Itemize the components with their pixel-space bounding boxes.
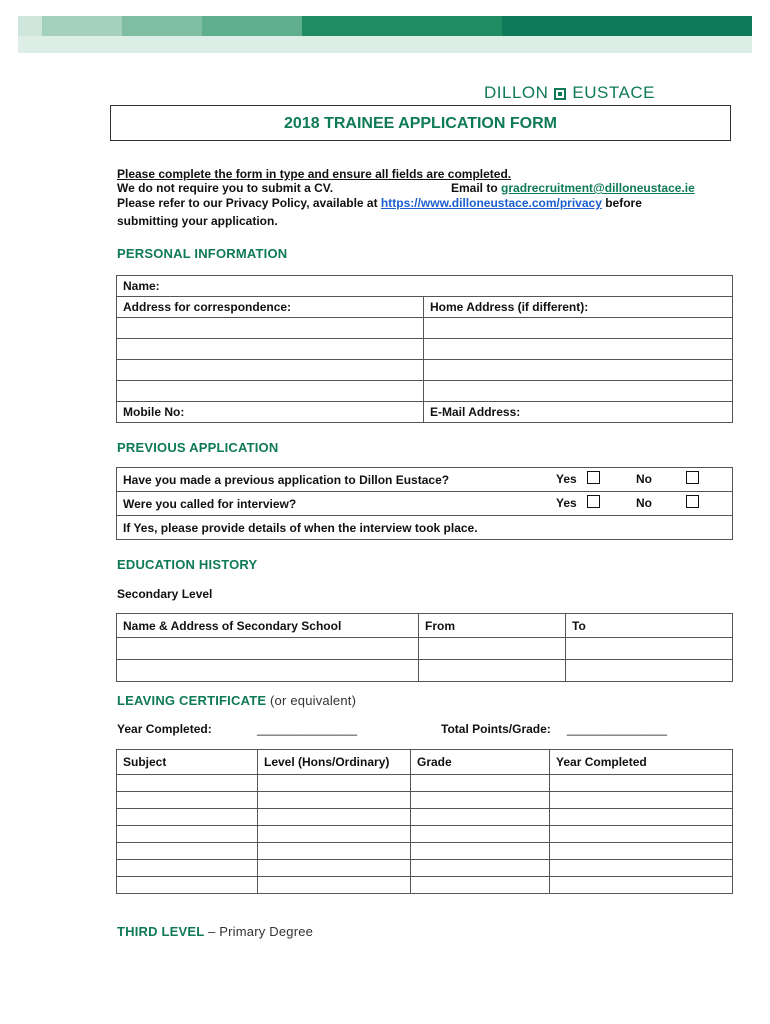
- intro-line-2: [117, 181, 333, 195]
- leaving-cert-suffix: (or equivalent): [270, 693, 357, 708]
- interview-label: Were you called for interview?: [123, 496, 297, 511]
- home-address-label: Home Address (if different):: [430, 300, 589, 314]
- table-cell[interactable]: [566, 638, 733, 660]
- intro-line-1: Please complete the form in type and ensure all fields are completed.: [117, 167, 512, 181]
- total-points-label: Total Points/Grade:: [441, 722, 551, 736]
- year-header: Year Completed: [550, 750, 733, 775]
- third-level-suffix: – Primary Degree: [208, 924, 314, 939]
- section-education-history: EDUCATION HISTORY: [117, 557, 258, 572]
- previous-application-label: Have you made a previous application to Dillon Eustace?: [123, 472, 450, 487]
- yes-label: Yes: [556, 496, 577, 510]
- table-cell[interactable]: [117, 792, 258, 809]
- home-address-input-line[interactable]: [424, 360, 733, 381]
- table-cell[interactable]: [258, 792, 411, 809]
- table-cell[interactable]: [411, 792, 550, 809]
- secondary-school-table: [116, 613, 733, 682]
- address-header-cell: [117, 297, 424, 318]
- band-segment: [42, 16, 122, 36]
- q2-yes-option: [556, 495, 600, 510]
- email-instruction: [451, 181, 695, 195]
- cv-note: We do not require you to submit a CV.: [117, 181, 334, 195]
- table-cell[interactable]: [411, 860, 550, 877]
- q2-yes-checkbox[interactable]: [587, 495, 600, 508]
- table-cell[interactable]: [258, 877, 411, 894]
- table-cell[interactable]: [411, 809, 550, 826]
- band-segment: [502, 16, 752, 36]
- name-field[interactable]: [117, 276, 733, 297]
- table-cell[interactable]: [117, 660, 419, 682]
- table-cell[interactable]: [117, 877, 258, 894]
- header-color-band: [18, 16, 752, 53]
- mobile-field[interactable]: [117, 402, 424, 423]
- address-label: Address for correspondence:: [123, 300, 292, 314]
- table-cell[interactable]: [550, 843, 733, 860]
- intro-line-4: submitting your application.: [117, 214, 278, 228]
- subject-header: Subject: [117, 750, 258, 775]
- company-logo: [484, 83, 655, 103]
- total-points-input[interactable]: _______________: [567, 722, 668, 736]
- table-cell[interactable]: [550, 826, 733, 843]
- table-cell[interactable]: [258, 826, 411, 843]
- table-cell[interactable]: [550, 809, 733, 826]
- band-segment: [302, 16, 502, 36]
- intro-line-3: [117, 196, 642, 210]
- privacy-prefix: Please refer to our Privacy Policy, available at: [117, 196, 378, 210]
- logo-right-text: EUSTACE: [572, 83, 655, 102]
- address-input-line[interactable]: [117, 339, 424, 360]
- form-title: 2018 TRAINEE APPLICATION FORM: [110, 105, 731, 141]
- yes-label: Yes: [556, 472, 577, 486]
- table-cell[interactable]: [419, 638, 566, 660]
- email-to-label: Email to: [451, 181, 498, 195]
- table-cell[interactable]: [117, 809, 258, 826]
- table-cell[interactable]: [258, 860, 411, 877]
- from-header: From: [419, 614, 566, 638]
- address-input-line[interactable]: [117, 360, 424, 381]
- name-label: Name:: [123, 279, 160, 293]
- interview-details-label: If Yes, please provide details of when the interview took place.: [123, 520, 478, 535]
- q2-no-checkbox[interactable]: [686, 495, 699, 508]
- table-cell[interactable]: [411, 843, 550, 860]
- personal-info-table: [116, 275, 733, 423]
- band-segment: [122, 16, 202, 36]
- recruitment-email-link[interactable]: gradrecruitment@dilloneustace.ie: [501, 181, 695, 195]
- table-cell[interactable]: [411, 826, 550, 843]
- grade-header: Grade: [411, 750, 550, 775]
- table-cell[interactable]: [117, 860, 258, 877]
- section-third-level: [117, 924, 313, 939]
- table-cell[interactable]: [117, 843, 258, 860]
- table-cell[interactable]: [550, 792, 733, 809]
- address-input-line[interactable]: [117, 318, 424, 339]
- leaving-cert-table: [116, 749, 733, 894]
- privacy-suffix: before: [605, 196, 642, 210]
- logo-left-text: DILLON: [484, 83, 549, 102]
- section-personal-information: PERSONAL INFORMATION: [117, 246, 288, 261]
- q2-no-option: [636, 495, 699, 510]
- table-cell[interactable]: [117, 638, 419, 660]
- home-address-input-line[interactable]: [424, 318, 733, 339]
- secondary-level-label: Secondary Level: [117, 587, 213, 601]
- table-cell[interactable]: [117, 826, 258, 843]
- leaving-cert-heading: LEAVING CERTIFICATE: [117, 693, 267, 708]
- table-cell[interactable]: [419, 660, 566, 682]
- q1-no-option: [636, 471, 699, 486]
- home-address-input-line[interactable]: [424, 381, 733, 402]
- home-address-header-cell: [424, 297, 733, 318]
- table-cell[interactable]: [550, 860, 733, 877]
- third-level-heading: THIRD LEVEL: [117, 924, 205, 939]
- school-name-header: Name & Address of Secondary School: [117, 614, 419, 638]
- mobile-label: Mobile No:: [123, 405, 185, 419]
- section-previous-application: PREVIOUS APPLICATION: [117, 440, 279, 455]
- year-completed-label: Year Completed:: [117, 722, 212, 736]
- table-cell[interactable]: [550, 877, 733, 894]
- q1-no-checkbox[interactable]: [686, 471, 699, 484]
- table-cell[interactable]: [411, 775, 550, 792]
- table-cell[interactable]: [258, 843, 411, 860]
- privacy-policy-link[interactable]: https://www.dilloneustace.com/privacy: [380, 196, 602, 210]
- q1-yes-option: [556, 471, 600, 486]
- home-address-input-line[interactable]: [424, 339, 733, 360]
- logo-square-icon: [554, 88, 566, 100]
- interview-details-field[interactable]: [117, 516, 733, 540]
- table-cell[interactable]: [411, 877, 550, 894]
- table-cell[interactable]: [258, 809, 411, 826]
- q1-yes-checkbox[interactable]: [587, 471, 600, 484]
- band-segment: [202, 16, 302, 36]
- table-cell[interactable]: [117, 775, 258, 792]
- table-cell[interactable]: [258, 775, 411, 792]
- table-cell[interactable]: [566, 660, 733, 682]
- band-segment: [18, 16, 42, 36]
- email-field[interactable]: [424, 402, 733, 423]
- table-cell[interactable]: [550, 775, 733, 792]
- email-label: E-Mail Address:: [430, 405, 521, 419]
- level-header: Level (Hons/Ordinary): [258, 750, 411, 775]
- address-input-line[interactable]: [117, 381, 424, 402]
- no-label: No: [636, 472, 652, 486]
- section-leaving-certificate: [117, 693, 356, 708]
- year-completed-input[interactable]: _______________: [257, 722, 358, 736]
- no-label: No: [636, 496, 652, 510]
- to-header: To: [566, 614, 733, 638]
